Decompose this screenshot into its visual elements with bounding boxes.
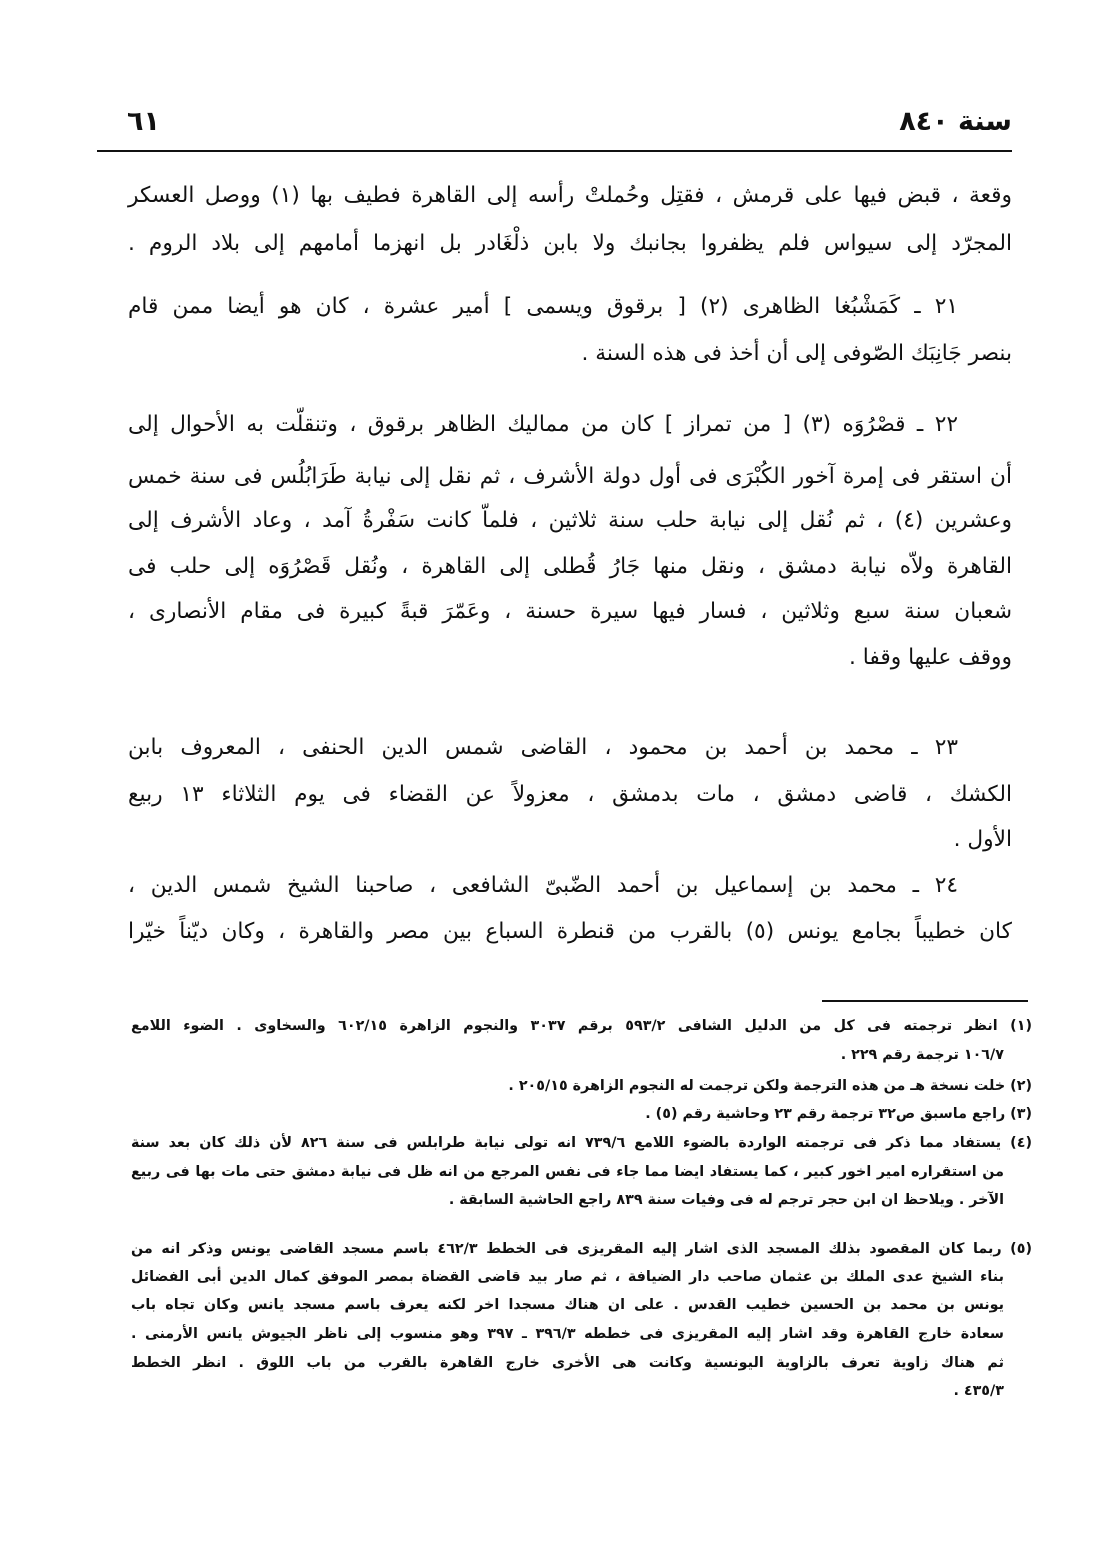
page-header <box>127 100 1012 144</box>
running-title: سنة ٨٤٠ <box>899 106 1012 137</box>
line-text: ٢٢ ـ قصْرُوَه (٣) [ من تمراز ] كان من مماليك الظاهر برقوق ، وتنقلّت به الأحوال إلى <box>128 412 958 437</box>
footnote-text: سعادة خارج القاهرة وقد اشار إليه المقريزى فى خططه ٣٩٦/٣ ـ ٣٩٧ وهو منسوب إلى ناظر الجيوش يانس الأرمنى . <box>131 1326 1004 1342</box>
header-rule <box>97 150 1012 152</box>
line-text: ٢٤ ـ محمد بن إسماعيل بن أحمد الضّبىّ الشافعى ، صاحبنا الشيخ شمس الدين ، <box>128 873 958 898</box>
text-line <box>127 545 1012 589</box>
text-line <box>127 910 1012 954</box>
footnote-text: ١٠٦/٧ ترجمة رقم ٢٢٩ . <box>840 1047 1004 1063</box>
footnote-line <box>130 1319 1004 1347</box>
line-text: وقعة ، قبض فيها على قرمش ، فقتِل وحُملتْ رأسه إلى القاهرة فطيف بها (١) ووصل العسكر <box>128 183 1012 208</box>
text-line <box>127 818 1012 862</box>
entry-21-first-line <box>127 285 958 329</box>
entry-22-first-line <box>127 403 958 447</box>
line-text: شعبان سنة سبع وثلاثين ، فسار فيها سيرة حسنة ، وعَمّرَ قبةً كبيرة فى مقام الأنصارى ، <box>128 599 1012 624</box>
footnote-line <box>130 1290 1004 1318</box>
footnote-line <box>130 1185 1004 1213</box>
footnote-5 <box>130 1234 1032 1262</box>
line-text: ٢١ ـ كَمَشْبُغا الظاهرى (٢) [ برقوق ويسمى ] أمير عشرة ، كان هو أيضا ممن قام <box>128 294 958 319</box>
text-line <box>127 590 1012 634</box>
entry-23-first-line <box>127 726 958 770</box>
footnote-3 <box>130 1099 1032 1127</box>
footnote-text: (١) انظر ترجمته فى كل من الدليل الشافى ٥٩٣/٢ برقم ٣٠٣٧ والنجوم الزاهرة ٦٠٢/١٥ والسخاوى . الضوء اللامع <box>130 1018 1032 1034</box>
entry-24-first-line <box>127 864 958 908</box>
footnote-line <box>130 1376 1004 1404</box>
line-text: ووقف عليها وقفا . <box>848 645 1012 670</box>
footnote-text: (٣) راجع ماسبق ص٣٢ ترجمة رقم ٢٣ وحاشية رقم (٥) . <box>645 1106 1032 1122</box>
line-text: الأول . <box>953 827 1012 852</box>
footnote-text: يونس بن محمد بن الحسين خطيب القدس . على ان هناك مسجدا اخر لكنه يعرف باسم مسجد يانس وكان تجاه باب <box>131 1297 1004 1313</box>
footnote-rule <box>822 1000 1028 1002</box>
line-text: أن استقر فى إمرة آخور الكُبْرَى فى أول دولة الأشرف ، ثم نقل إلى نيابة طَرَابُلُس فى سنة خمس <box>128 464 1012 489</box>
footnote-2 <box>130 1071 1032 1099</box>
text-line <box>127 773 1012 817</box>
footnote-4 <box>130 1128 1032 1156</box>
footnote-1 <box>130 1011 1032 1039</box>
line-text: ٢٣ ـ محمد بن أحمد بن محمود ، القاضى شمس الدين الحنفى ، المعروف بابن <box>128 735 958 760</box>
line-text: وعشرين (٤) ، ثم نُقل إلى نيابة حلب سنة ثلاثين ، فلماّ كانت سَفْرةُ آمد ، وعاد الأشرف إلى <box>128 508 1012 533</box>
page-number: ٦١ <box>127 106 160 137</box>
text-line <box>127 455 1012 499</box>
footnote-text: (٢) خلت نسخة هـ من هذه الترجمة ولكن ترجمت له النجوم الزاهرة ٢٠٥/١٥ . <box>508 1078 1032 1094</box>
footnote-text: (٥) ربما كان المقصود بذلك المسجد الذى اشار إليه المقريزى فى الخطط ٤٦٢/٣ باسم مسجد القاضى يونس وذكر انه من <box>131 1241 1032 1257</box>
footnote-text: (٤) يستفاد مما ذكر فى ترجمته الواردة بالضوء اللامع ٧٣٩/٦ انه تولى نيابة طرابلس فى سنة ٨٢٦ لأن ذلك كان بعد سنة <box>131 1135 1032 1151</box>
text-line <box>127 636 1012 680</box>
footnote-text: من استقراره امير اخور كبير ، كما يستفاد ايضا مما جاء فى نفس المرجع من انه ظل فى نيابة دمشق حتى مات بها فى ربيع <box>131 1164 1004 1180</box>
text-line <box>127 332 1012 376</box>
line-text: المجرّد إلى سيواس فلم يظفروا بجانبك ولا بابن ذلْغَادر بل انهزما أمامهم إلى بلاد الروم . <box>128 231 1012 256</box>
footnote-line <box>130 1040 1004 1068</box>
footnote-text: الآخر . ويلاحظ ان ابن حجر ترجم له فى وفيات سنة ٨٣٩ راجع الحاشية السابقة . <box>448 1192 1004 1208</box>
footnote-line <box>130 1157 1004 1185</box>
line-text: الكشك ، قاضى دمشق ، مات بدمشق ، معزولاً عن القضاء فى يوم الثلاثاء ١٣ ربيع <box>128 782 1012 807</box>
text-line <box>127 499 1012 543</box>
text-line <box>127 222 1012 266</box>
footnote-text: ثم هناك زاوية تعرف بالزاوية اليونسية وكانت هى الأخرى خارج القاهرة بالقرب من باب اللوق . انظر الخطط <box>131 1355 1004 1371</box>
line-text: كان خطيباً بجامع يونس (٥) بالقرب من قنطرة السباع بين مصر والقاهرة ، وكان ديّناً خيّرا <box>128 919 1012 944</box>
footnote-line <box>130 1348 1004 1376</box>
footnote-text: ٤٣٥/٣ . <box>953 1383 1004 1399</box>
line-text: بنصر جَانِبَك الصّوفى إلى أن أخذ فى هذه السنة . <box>581 341 1012 366</box>
footnote-text: بناء الشيخ عدى الملك بن عثمان صاحب دار الضيافة ، ثم صار بيد قاضى القضاة بمصر الموفق كمال الدين أبى الفضائل <box>131 1269 1004 1285</box>
footnote-line <box>130 1262 1004 1290</box>
text-line <box>127 174 1012 218</box>
line-text: القاهرة ولاّه نيابة دمشق ، ونقل منها جَارُ قُطلى إلى القاهرة ، ونُقل قَصْرُوَه إلى حلب فى <box>128 554 1012 579</box>
